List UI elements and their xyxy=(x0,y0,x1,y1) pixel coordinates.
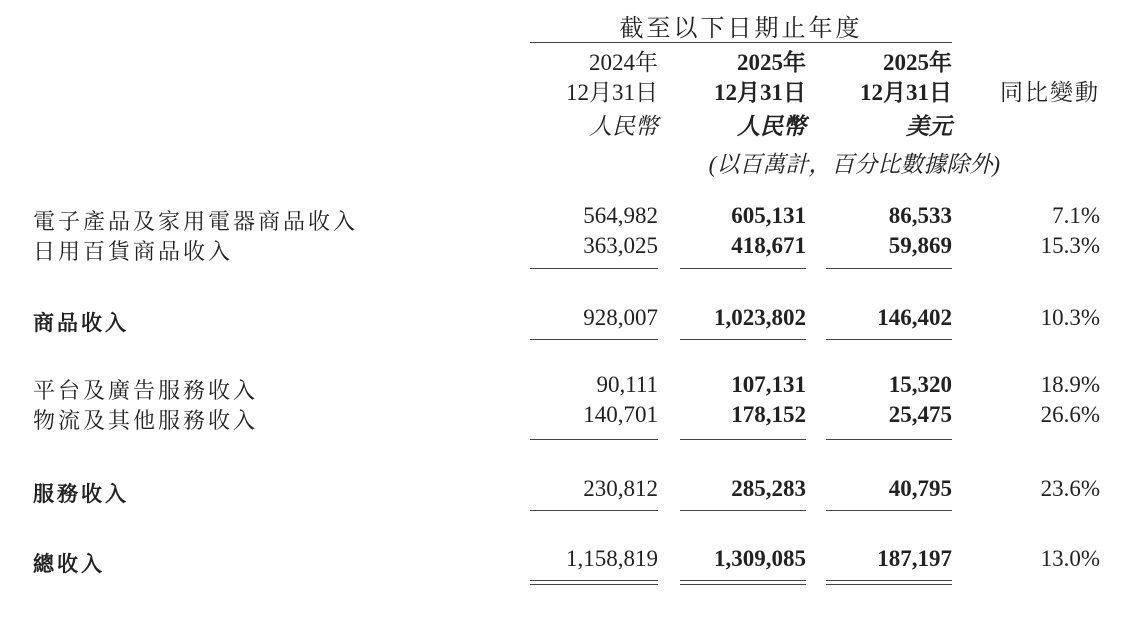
cell-2025-usd: 59,869 xyxy=(888,233,952,258)
cell-yoy: 15.3% xyxy=(1040,233,1100,258)
header-rule xyxy=(530,42,952,43)
subtotal-rule xyxy=(826,268,952,269)
row-label-electronics: 電子產品及家用電器商品收入 xyxy=(33,209,359,234)
row-label-general-merchandise: 日用百貨商品收入 xyxy=(33,239,234,264)
cell-2025-rmb: 285,283 xyxy=(731,476,806,501)
total-double-rule xyxy=(826,584,952,585)
subtotal-rule xyxy=(826,339,952,340)
cell-yoy: 26.6% xyxy=(1040,402,1100,427)
total-double-rule xyxy=(680,584,806,585)
cell-2025-usd: 146,402 xyxy=(877,305,952,330)
cell-2025-usd: 40,795 xyxy=(888,476,952,501)
col-2025-rmb-currency: 人民幣 xyxy=(737,114,806,139)
cell-2025-rmb: 605,131 xyxy=(731,203,806,228)
col-2024-year: 2024年 xyxy=(589,50,658,75)
col-2024-currency: 人民幣 xyxy=(589,114,658,139)
period-title: 截至以下日期止年度 xyxy=(619,14,863,42)
cell-2025-usd: 15,320 xyxy=(888,372,952,397)
total-double-rule xyxy=(680,580,806,581)
subtotal-rule xyxy=(826,439,952,440)
cell-yoy: 7.1% xyxy=(1052,203,1100,228)
cell-2025-usd: 187,197 xyxy=(877,546,952,571)
col-2025-rmb-date: 12月31日 xyxy=(714,80,806,105)
col-2025-usd-currency: 美元 xyxy=(906,114,952,139)
cell-2024: 1,158,819 xyxy=(566,546,658,571)
cell-2025-usd: 86,533 xyxy=(888,203,952,228)
row-label-logistics-other: 物流及其他服務收入 xyxy=(33,408,259,433)
cell-2024: 564,982 xyxy=(583,203,658,228)
col-2025-usd-date: 12月31日 xyxy=(860,80,952,105)
cell-2024: 140,701 xyxy=(583,402,658,427)
cell-yoy: 13.0% xyxy=(1040,546,1100,571)
subtotal-rule xyxy=(530,339,658,340)
row-label-platform-advertising: 平台及廣告服務收入 xyxy=(33,378,259,403)
subtotal-rule xyxy=(530,268,658,269)
cell-2025-rmb: 1,309,085 xyxy=(714,546,806,571)
row-label-total-revenue: 總收入 xyxy=(33,552,105,576)
subtotal-rule xyxy=(680,268,806,269)
subtotal-rule xyxy=(530,510,658,511)
subtotal-rule xyxy=(530,439,658,440)
cell-yoy: 18.9% xyxy=(1040,372,1100,397)
cell-2024: 363,025 xyxy=(583,233,658,258)
row-label-product-revenue: 商品收入 xyxy=(33,311,129,335)
total-double-rule xyxy=(530,580,658,581)
col-yoy-header: 同比變動 xyxy=(1000,80,1100,105)
col-2025-rmb-year: 2025年 xyxy=(737,50,806,75)
unit-note: (以百萬計，百分比數據除外) xyxy=(708,152,1000,177)
row-label-service-revenue: 服務收入 xyxy=(33,482,129,506)
cell-2024: 230,812 xyxy=(583,476,658,501)
cell-yoy: 23.6% xyxy=(1040,476,1100,501)
subtotal-rule xyxy=(680,510,806,511)
subtotal-rule xyxy=(680,339,806,340)
cell-2024: 928,007 xyxy=(583,305,658,330)
cell-2025-usd: 25,475 xyxy=(888,402,952,427)
cell-yoy: 10.3% xyxy=(1040,305,1100,330)
cell-2025-rmb: 107,131 xyxy=(731,372,806,397)
subtotal-rule xyxy=(680,439,806,440)
cell-2025-rmb: 418,671 xyxy=(731,233,806,258)
cell-2025-rmb: 178,152 xyxy=(731,402,806,427)
total-double-rule xyxy=(530,584,658,585)
subtotal-rule xyxy=(826,510,952,511)
col-2025-usd-year: 2025年 xyxy=(883,50,952,75)
col-2024-date: 12月31日 xyxy=(566,80,658,105)
total-double-rule xyxy=(826,580,952,581)
cell-2024: 90,111 xyxy=(596,372,658,397)
cell-2025-rmb: 1,023,802 xyxy=(714,305,806,330)
